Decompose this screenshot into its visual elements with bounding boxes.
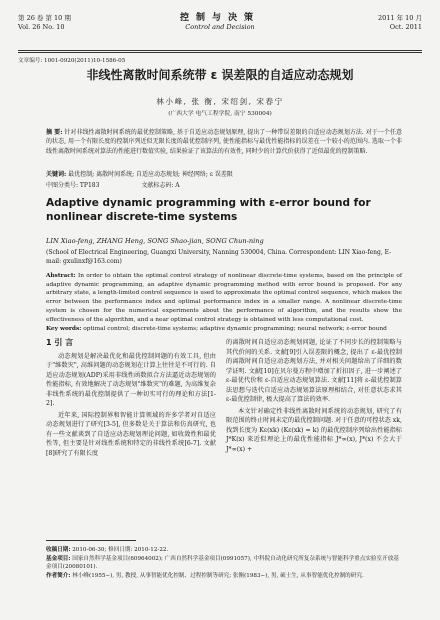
classification-zh xyxy=(46,180,402,189)
clc-number: 中图分类号: TP183 xyxy=(46,182,100,189)
footnote-received: 收稿日期: 2010-06-30; 修回日期: 2010-12-22. xyxy=(46,547,169,553)
volume-en: Vol. 26 No. 10 xyxy=(18,23,65,31)
title-zh: 非线性离散时间系统带 ε 误差限的自适应动态规划 xyxy=(86,68,354,82)
abstract-zh-text: 针对非线性离散时间系统的最优控制策略, 基于自适应动态规划原理, 提出了一种带误差限的自适应动态规划方法. 对于一个任意的状态, 用一个有限长度的控制序列近似无限长度的最优控制序列, 使性能指标与最优性能指标的误差在一个较小的范围内. 选取一个非线性离散时间系统对算法的性能进行数值实验, 结果验证了该算法的有效性, 同时少的计算代价获得了近似最优的控制策略. xyxy=(46,129,402,155)
footnote-rule xyxy=(46,540,136,541)
keywords-zh-text: 最优控制; 离散时间系统; 自适应动态规划; 神经网络; ε 误差限 xyxy=(68,171,233,178)
issue-date-zh: 2011 年 10 月 xyxy=(377,14,422,22)
keywords-en-text: optimal control; discrete-time systems; adaptive dynamic programming; neural network; ε-error bound xyxy=(83,326,387,332)
body-left-column xyxy=(46,338,216,460)
header-rule xyxy=(18,50,422,51)
footnotes xyxy=(46,546,402,580)
header-rule-2 xyxy=(18,52,422,53)
abstract-en-label: Abstract: xyxy=(46,273,76,279)
abstract-en xyxy=(46,272,402,324)
keywords-zh xyxy=(46,169,402,178)
issue-date-en: Oct. 2011 xyxy=(389,23,422,31)
paragraph: 本文针对确定性非线性离散时间系统的动态规划, 研究了有限范围的终止时间未定的最优控制问题. 对于任意的可控状态 xk, 找到长度为 Kε(xk) (Kε(xk) = k) 的最优控制序列给出性能指标 J*K(x) 来近似理论上的最优性能指标 J*∞(x), J*(x) 不会大于 J*∞(x) + xyxy=(226,407,402,453)
paragraph: 近年来, 国际控制界和智能计算领域的许多学者对自适应动态规划进行了研究[3-5], 但多数是关于算法和仿真研究, 也有一些文献谈到了自适应动态规划理论问题, 如收敛性和最优性等, 但主要是针对线性系统和特定的非线性系统[6-7]. 文献[8]研究了有限长度 xyxy=(46,411,216,457)
journal-name-zh: 控制与决策 xyxy=(179,13,260,23)
body-right-column xyxy=(226,338,402,456)
journal-name-en: Control and Decision xyxy=(185,23,255,31)
authors-en: LIN Xiao-feng, ZHANG Heng, SONG Shao-jian, SONG Chun-ning xyxy=(46,237,264,245)
paragraph: 的离散时间自适应动态规划问题, 论证了不同步长的控制策略与其代价间的关系. 文献[9]引入误差限的概念, 提出了 ε-最优控制的离散时间自适应动态规划方法, 并对相关问题给出了详细的数学证明. 文献[10]在贝尔曼方程中增加了折扣因子, 进一步阐述了 ε-最优代价和 ε-自适应动态规划算法. 文献[11]将 ε-最优控制算法思想与迭代自适应动态规划算法原理相结合, 对任意状态求其 ε-最优控制律, 极大提高了算法的效率. xyxy=(226,339,402,403)
journal-name xyxy=(18,14,422,32)
keywords-en-label: Key words: xyxy=(46,326,82,332)
issue-date xyxy=(378,14,422,32)
abstract-zh xyxy=(46,128,402,156)
footnote-funding: 基金项目: 国家自然科学基金项目(60964002); 广西自然科学基金项目(0991057), 中科院自动化研究所复杂系统与智能科学重点实验室开放基金项目(20080101). xyxy=(46,555,399,571)
footnote-authors: 作者简介: 林小峰(1955−), 男, 教授, 从事智能优化控制、过程控制等研究; 张衡(1983−), 男, 硕士生, 从事智能优化控制的研究. xyxy=(46,572,364,579)
affiliation-zh: (广西大学 电气工程学院, 南宁 530004) xyxy=(168,111,272,117)
doc-code: 文献标志码: A xyxy=(141,182,180,189)
volume-zh: 第 26 卷 第 10 期 xyxy=(18,14,71,22)
affiliation-en: (School of Electrical Engineering, Guangxi University, Nanning 530004, China. Correspondent: LIN Xiao-feng, E-mail: gxulinxf@163.com) xyxy=(46,249,392,265)
title-en: Adaptive dynamic programming with ε-error bound for nonlinear discrete-time systems xyxy=(46,197,371,223)
abstract-en-text: In order to obtain the optimal control strategy of nonlinear discrete-time systems, based on the principle of adaptive dynamic programming, an adaptive dynamic programming method with error bound is proposed. For any arbitrary state, a length-limited control sequence is used to approximate the optimal control sequence, which makes the error between the performance index and optimal performance index in a smaller range. A nonlinear discrete-time system is chosen for the numerical experiments about the performance of algorithm, and the results show the effectiveness of the algorithm, and a near optimal control strategy is obtained with less computational cost. xyxy=(46,273,402,323)
keywords-zh-label: 关键词: xyxy=(46,171,67,178)
article-number: 文章编号: 1001-0920(2011)10-1586-05 xyxy=(18,58,126,64)
authors-zh: 林小峰, 张 衡, 宋绍剑, 宋春宁 xyxy=(156,97,284,106)
keywords-en xyxy=(46,326,402,332)
section-title: 1 引 言 xyxy=(46,338,74,347)
journal-header xyxy=(18,14,422,48)
paragraph: 动态规划是解决最优化和最优控制问题的有效工具, 但由于"维数灾", 高维问题的动态规划在计算上往往是不可行的. 自适应动态规划(ADP)采用非线性函数拟合方法逼近动态规划的性能指标, 有效地解决了动态规划"维数灾"的难题, 为高维复杂非线性系统的最优控制提供了一种切实可行的理论和方法[1-2]. xyxy=(46,352,216,407)
abstract-zh-label: 摘 要: xyxy=(46,129,63,136)
